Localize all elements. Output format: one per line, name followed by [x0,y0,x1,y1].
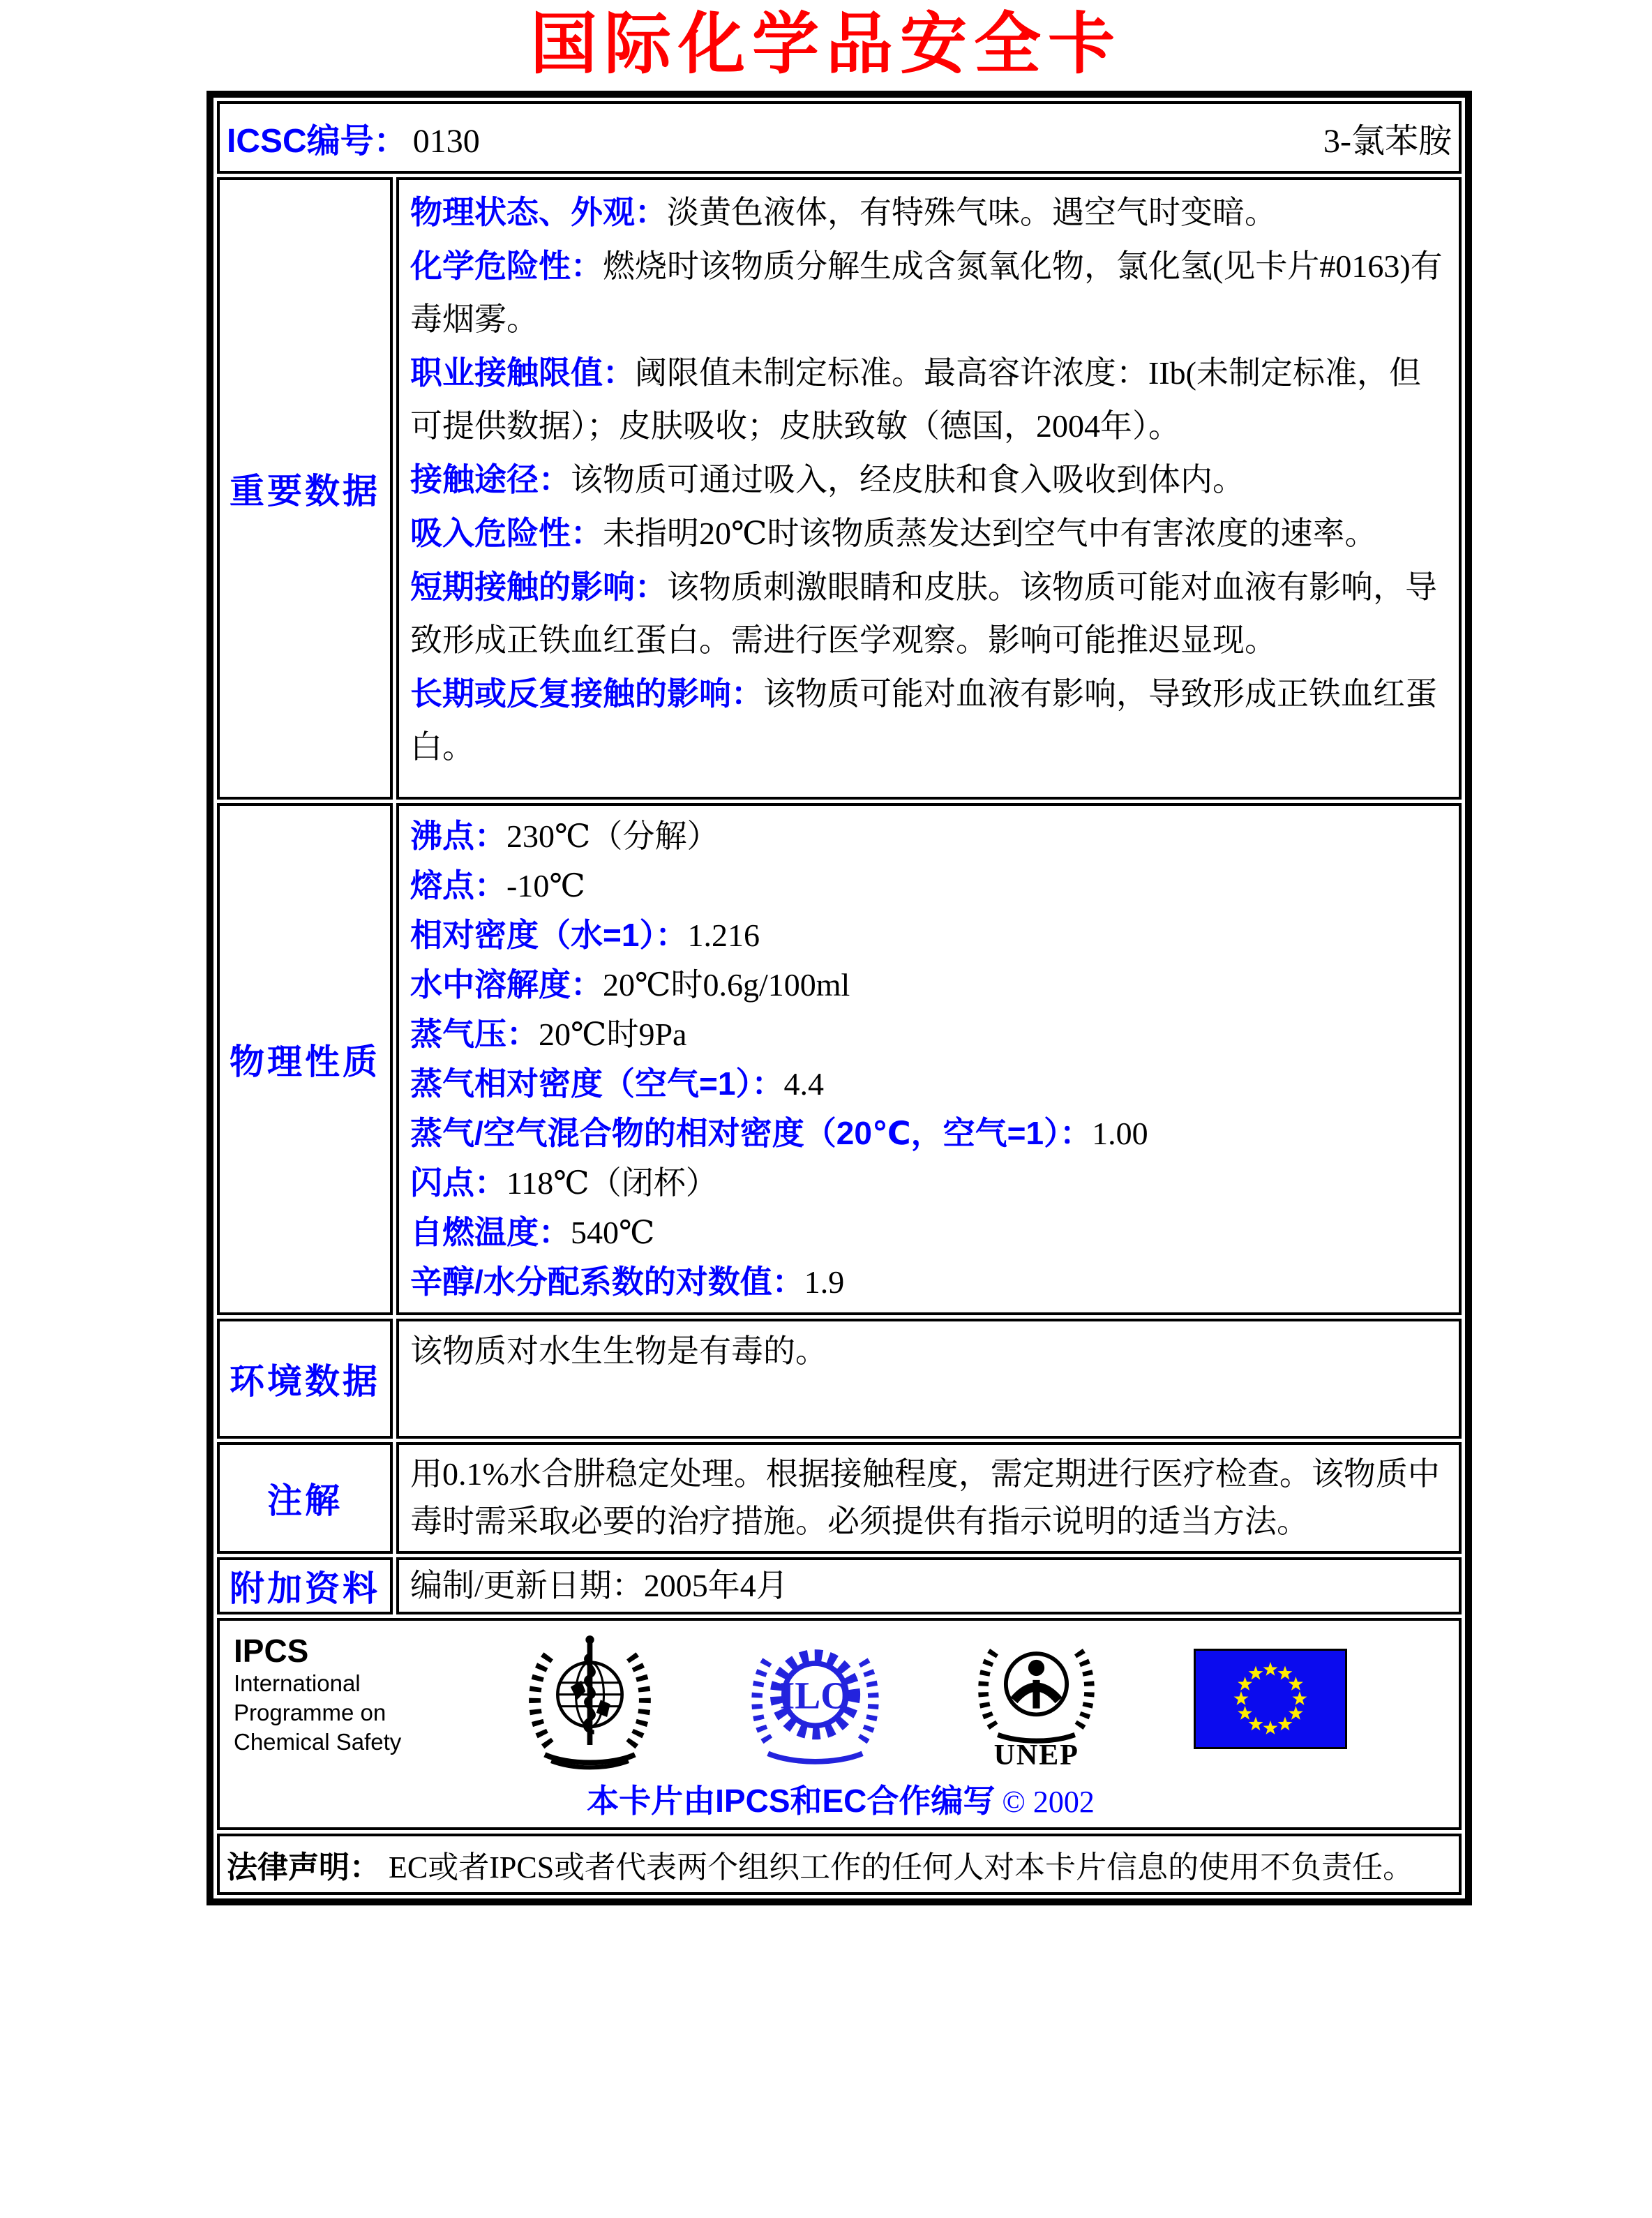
important-data-content [396,177,1462,800]
field-inhalation-risk: 吸入危险性：未指明20℃时该物质蒸发达到空气中有害浓度的速率。 [410,515,1377,551]
icsc-number-value: 0130 [412,122,480,160]
chemical-name: 3-氯苯胺 [1323,122,1452,160]
prop-vapor-pressure: 蒸气压：20℃时9Pa [410,1016,687,1052]
legal-cell [217,1834,1462,1895]
unep-caption: UNEP [993,1739,1079,1771]
physical-properties-row [217,803,1462,1315]
field-short-term-effects: 短期接触的影响：该物质刺激眼睛和皮肤。该物质可能对血液有影响，导致形成正铁血红蛋白。需进行医学观察。影响可能推迟显现。 [410,569,1437,658]
prop-vapor-air-density: 蒸气/空气混合物的相对密度（20℃，空气=1）：1.00 [410,1115,1148,1151]
physical-properties-content [396,803,1462,1315]
additional-info-row [217,1557,1462,1614]
ipcs-line-3: Chemical Safety [234,1728,402,1755]
field-exposure-routes: 接触途径：该物质可通过吸入，经皮肤和食入吸收到体内。 [410,461,1245,497]
prop-flash-point: 闪点：118℃（闭杯） [410,1164,718,1201]
icsc-number-label: ICSC编号： [227,122,407,160]
field-occupational-limit: 职业接触限值：阈限值未制定标准。最高容许浓度：IIb(未制定标准，但可提供数据）；皮肤吸收；皮肤致敏（德国，2004年）。 [410,354,1421,444]
who-logo-icon [525,1633,654,1773]
notes-content [396,1442,1462,1554]
ipcs-acronym: IPCS [234,1633,309,1669]
additional-info-content [396,1557,1462,1614]
legal-text: EC或者IPCS或者代表两个组织工作的任何人对本卡片信息的使用不负责任。 [389,1850,1414,1884]
prop-boiling-point: 沸点：230℃（分解） [410,818,719,854]
credit-text: 本卡片由IPCS和EC合作编写 [587,1783,996,1819]
copyright-text: © 2002 [1002,1785,1095,1819]
logos-cell [217,1618,1462,1830]
prop-vapor-density: 蒸气相对密度（空气=1）：4.4 [410,1065,824,1102]
field-chemical-danger: 化学危险性：燃烧时该物质分解生成含氮氧化物，氯化氢(见卡片#0163)有毒烟雾。 [410,248,1443,337]
environmental-data-row [217,1319,1462,1439]
important-data-row [217,177,1462,800]
notes-text: 用0.1%水合肼稳定处理。根据接触程度，需定期进行医疗检查。该物质中毒时需采取必要的治疗措施。必须提供有指示说明的适当方法。 [410,1456,1440,1539]
eu-flag-icon [1194,1649,1347,1749]
prop-octanol-water: 辛醇/水分配系数的对数值：1.9 [410,1264,845,1300]
prop-relative-density: 相对密度（水=1）：1.216 [410,917,760,953]
important-data-row-label: 重要数据 [217,177,393,800]
field-long-term-effects: 长期或反复接触的影响：该物质可能对血液有影响，导致形成正铁血红蛋白。 [410,675,1437,765]
eu-flag-wrap [1194,1649,1347,1753]
page-title: 国际化学品安全卡 [530,7,1122,82]
environmental-data-text: 该物质对水生生物是有毒的。 [410,1333,827,1369]
legal-label: 法律声明： [227,1850,380,1884]
ipcs-line-1: International [234,1670,361,1696]
field-physical-state: 物理状态、外观：淡黄色液体，有特殊气味。遇空气时变暗。 [410,194,1277,230]
prop-water-solubility: 水中溶解度：20℃时0.6g/100ml [410,966,850,1003]
unep-block [975,1633,1097,1770]
svg-text:ILO: ILO [779,1674,850,1717]
environmental-data-row-label: 环境数据 [217,1319,393,1439]
ipcs-line-2: Programme on [234,1699,386,1725]
legal-row [217,1834,1462,1895]
ipcs-text-block [234,1633,429,1757]
environmental-data-content [396,1319,1462,1439]
physical-properties-row-label: 物理性质 [217,803,393,1315]
credit-line [230,1776,1452,1822]
unep-logo-icon [975,1633,1097,1745]
icsc-number-group [227,114,480,162]
prop-melting-point: 熔点：-10℃ [410,867,585,904]
icsc-card-table [206,91,1472,1905]
logos-strip [230,1631,1452,1773]
logos-row [217,1618,1462,1830]
header-cell [217,101,1462,174]
ilo-logo-icon [751,1633,880,1773]
notes-row-label: 注解 [217,1442,393,1554]
additional-info-row-label: 附加资料 [217,1557,393,1614]
header-row [217,101,1462,174]
prop-autoignition-temp: 自燃温度：540℃ [410,1214,655,1250]
notes-row [217,1442,1462,1554]
additional-info-text: 编制/更新日期：2005年4月 [410,1568,788,1603]
